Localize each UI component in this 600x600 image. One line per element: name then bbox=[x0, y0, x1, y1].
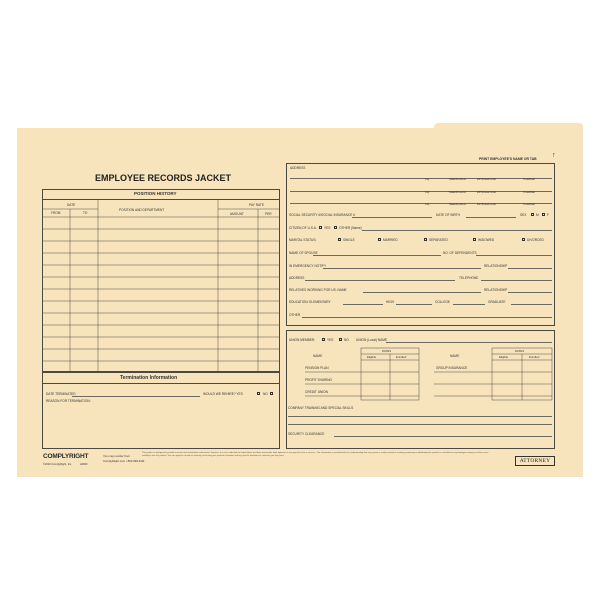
zip-label: ZIP/Postal Code bbox=[477, 178, 496, 181]
college-label: COLLEGE bbox=[435, 300, 451, 304]
brand-logo: COMPLYRIGHT bbox=[43, 453, 89, 460]
amount-header: AMOUNT bbox=[230, 212, 244, 216]
union-yes-label: YES bbox=[327, 338, 334, 342]
attorney-label: ATTORNEY bbox=[519, 458, 551, 464]
other-label: OTHER bbox=[289, 313, 301, 317]
disclaimer-text: This product is designed to provide accurate and authoritative information. However, it is not a substitute for legal advice and does not provide legal opinions on any specific facts or services. The information is provided with the understanding that any person or entity involved in creating, producing or distributing this product is not liable for any damages arising out of the use or inability to use this product. You are urged to consult an attorney concerning your particular situation and any specific questions or concerns you may have. bbox=[142, 452, 489, 458]
pay-rate-header: PAY RATE bbox=[249, 203, 264, 207]
position-history-title: POSITION HISTORY bbox=[134, 191, 177, 196]
time-label: Time/Date bbox=[523, 178, 535, 181]
single-label: SINGLE bbox=[343, 238, 355, 242]
copyright-text: ©2016 ComplyRight, Inc. bbox=[43, 463, 72, 466]
emergency-label: IN EMERGENCY NOTIFY bbox=[289, 264, 327, 268]
high-label: HIGH bbox=[386, 300, 394, 304]
eligible-header-2: Eligible bbox=[499, 355, 509, 359]
city-label: City bbox=[425, 178, 430, 181]
sex-label: SEX bbox=[520, 213, 527, 217]
union-no-label: NO bbox=[344, 338, 349, 342]
zip-label-3: ZIP/Postal Code bbox=[477, 203, 496, 206]
benefit-name-header-2: NAME bbox=[450, 354, 460, 358]
address2-label: ADDRESS bbox=[289, 276, 305, 280]
marital-label: MARITAL STATUS: bbox=[289, 238, 317, 242]
graduate-label: GRADUATE bbox=[488, 300, 506, 304]
state-label: State/Province bbox=[449, 178, 466, 181]
city-label-3: City bbox=[425, 203, 430, 206]
per-header: PER bbox=[265, 212, 272, 216]
position-header: POSITION AND DEPARTMENT bbox=[119, 208, 165, 212]
citizen-other-label: OTHER (Name) bbox=[339, 226, 362, 230]
education-label: EDUCATION: ELEMENTARY bbox=[289, 300, 331, 304]
arrow-up-icon: ↑ bbox=[552, 152, 556, 159]
tab-instruction: PRINT EMPLOYEE'S NAME OR TAB bbox=[479, 157, 537, 161]
page-title: EMPLOYEE RECORDS JACKET bbox=[95, 173, 232, 183]
widowed-label: WIDOWED bbox=[478, 238, 495, 242]
eligible-header: Eligible bbox=[367, 355, 377, 359]
divorced-label: DIVORCED bbox=[527, 238, 544, 242]
enrolled-header-2: Enrolled bbox=[529, 355, 540, 359]
citizen-label: CITIZEN OF U.S.A. bbox=[289, 226, 317, 230]
state-label-3: State/Province bbox=[449, 203, 466, 206]
enrolled-header: Enrolled bbox=[396, 355, 407, 359]
relatives-label: RELATIVES WORKING FOR US: NAME bbox=[289, 288, 347, 292]
rehire-label: WOULD WE REHIRE? YES bbox=[203, 392, 243, 396]
separated-label: SEPARATED bbox=[429, 238, 448, 242]
relationship-label: RELATIONSHIP bbox=[484, 264, 508, 268]
date-terminated-label: DATE TERMINATED bbox=[46, 392, 76, 396]
credit-union-label: CREDIT UNION bbox=[305, 390, 328, 394]
dates-header: DATES bbox=[382, 349, 392, 353]
from-header: FROM bbox=[51, 211, 61, 215]
rehire-no-label: NO bbox=[263, 392, 268, 396]
telephone-label: TELEPHONE bbox=[459, 276, 479, 280]
time-label-2: Time/Date bbox=[523, 191, 535, 194]
attorney-badge bbox=[515, 456, 555, 466]
ssn-label: SOCIAL SECURITY #/SOCIAL INSURANCE # bbox=[289, 213, 355, 217]
spouse-label: NAME OF SPOUSE bbox=[289, 251, 318, 255]
benefit-name-header: NAME bbox=[313, 354, 323, 358]
dob-label: DATE OF BIRTH bbox=[436, 213, 460, 217]
product-code: A0000 bbox=[80, 463, 88, 466]
city-label-2: City bbox=[425, 191, 430, 194]
to-header: TO bbox=[83, 211, 88, 215]
date-header: DATE bbox=[67, 203, 76, 207]
zip-label-2: ZIP/Postal Code bbox=[477, 191, 496, 194]
dependents-label: NO. OF DEPENDENTS bbox=[443, 251, 477, 255]
address-label: ADDRESS bbox=[290, 166, 306, 170]
union-member-label: UNION MEMBER: bbox=[289, 338, 316, 342]
married-label: MARRIED bbox=[383, 238, 398, 242]
reorder-site: ComplyRight.com • 800-999-9111 bbox=[103, 459, 145, 463]
reorder-text: You may reorder from bbox=[103, 454, 130, 458]
state-label-2: State/Province bbox=[449, 191, 466, 194]
pension-plan-label: PENSION PLAN bbox=[305, 366, 329, 370]
citizen-yes-label: YES bbox=[324, 226, 331, 230]
relationship2-label: RELATIONSHIP bbox=[484, 288, 508, 292]
sex-f-label: F bbox=[547, 213, 549, 217]
clearance-label: SECURITY CLEARANCE bbox=[288, 432, 325, 436]
group-insurance-label: GROUP INSURANCE bbox=[436, 366, 468, 370]
time-label-3: Time/Date bbox=[523, 203, 535, 206]
reason-label: REASON FOR TERMINATION: bbox=[46, 399, 91, 403]
dates-header-2: DATES bbox=[515, 349, 525, 353]
union-name-label: UNION (Local) NAME bbox=[356, 338, 387, 342]
termination-title: Termination Information bbox=[120, 375, 178, 381]
training-label: COMPANY TRAINING AND SPECIAL SKILLS bbox=[288, 406, 354, 410]
sex-m-label: M bbox=[536, 213, 539, 217]
profit-sharing-label: PROFIT SHARING bbox=[305, 378, 333, 382]
